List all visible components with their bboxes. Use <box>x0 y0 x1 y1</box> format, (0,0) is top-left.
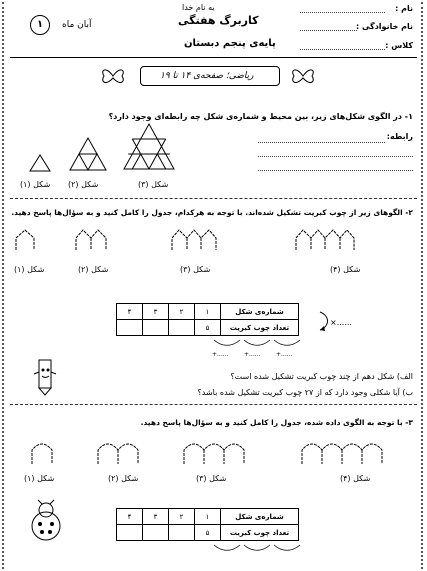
q1-relation-label: رابطه: <box>386 132 413 141</box>
q1-triangle-shape-3 <box>124 124 174 170</box>
q2-table-num-2: ۲ <box>169 304 195 320</box>
q2-shape-label-3: شکل (۳) <box>180 265 211 274</box>
q2-shape-label-4: شکل (۴) <box>330 265 361 274</box>
q2-table-value-2[interactable] <box>169 320 195 336</box>
q2-curved-arrow-icon <box>318 310 332 332</box>
q3-match-arch-3 <box>182 440 246 464</box>
q2-match-house-3 <box>172 230 216 250</box>
q1-divider <box>10 198 417 199</box>
family-field[interactable] <box>300 30 357 31</box>
name-label: نام : <box>395 4 413 13</box>
q3-shape-label-1: شکل (۱) <box>24 474 55 483</box>
q3-text: ۳- با توجه به الگوی داده شده، جدول را کامل کنید و به سؤال‌ها پاسخ دهید. <box>140 418 413 427</box>
family-label: نام خانوادگی : <box>355 22 413 31</box>
class-label: کلاس : <box>385 41 413 50</box>
class-field[interactable] <box>300 49 385 50</box>
q3-match-arch-1 <box>30 440 54 464</box>
q2-part-b: ب) آیا شکلی وجود دارد که از ۲۷ چوب کبریت تشکیل شده باشد؟ <box>197 388 413 397</box>
q3-table-row2-label: تعداد چوب کبریت <box>221 525 299 541</box>
q2-multiplier: ×...... <box>330 318 352 327</box>
q3-step-arrows-icon <box>212 543 302 553</box>
q1-triangle-shape-2 <box>70 138 106 172</box>
q3-table-num-4: ۴ <box>117 509 143 525</box>
q3-table-value-2[interactable] <box>169 525 195 541</box>
q2-table-num-4: ۴ <box>117 304 143 320</box>
q1-shape-label-1: شکل (۱) <box>20 180 51 189</box>
q2-plus-mark-3: +...... <box>276 351 293 358</box>
q3-shape-label-2: شکل (۲) <box>108 474 139 483</box>
header-divider <box>10 57 417 58</box>
q2-plus-mark-1: +...... <box>212 351 229 358</box>
q2-text: ۲- الگوهای زیر از چوب کبریت تشکیل شده‌اند. با توجه به هرکدام، جدول را کامل کنید و به سؤال‌ها پاسخ دهید. <box>11 208 413 217</box>
q1-answer-line-2[interactable] <box>258 156 413 157</box>
q2-step-arrows-icon <box>212 338 302 348</box>
month-label: آبان ماه <box>62 20 92 30</box>
ladybug-character-icon <box>26 500 66 544</box>
q2-shape-label-2: شکل (۲) <box>78 265 109 274</box>
q3-table-value-1: ۵ <box>195 525 221 541</box>
q1-triangle-shape-1 <box>30 155 50 171</box>
pencil-character-icon <box>32 358 58 396</box>
q2-divider <box>10 404 417 405</box>
left-dotted-border <box>2 2 8 569</box>
q2-match-house-1 <box>16 230 34 250</box>
q3-shape-label-3: شکل (۳) <box>196 474 227 483</box>
q3-table-value-4[interactable] <box>117 525 143 541</box>
q1-shape-label-2: شکل (۲) <box>68 180 99 189</box>
worksheet-title: کاربرگ هفتگی <box>178 14 259 27</box>
q1-answer-line-3[interactable] <box>258 170 413 171</box>
q1-answer-line-1[interactable] <box>258 142 385 143</box>
q2-plus-mark-2: +...... <box>244 351 261 358</box>
q2-table-row2-label: تعداد چوب کبریت <box>221 320 299 336</box>
q2-match-house-2 <box>76 230 106 250</box>
grade-subtitle: پایه‌ی پنجم دبستان <box>184 38 276 49</box>
basmala: به نام خدا <box>182 3 215 12</box>
butterfly-left-icon <box>100 66 126 86</box>
q3-table-num-3: ۳ <box>143 509 169 525</box>
topic-banner-text: ریاضی؛ صفحه‌ی ۱۴ تا ۱۹ <box>160 71 254 81</box>
name-field[interactable] <box>300 12 385 13</box>
q2-shape-label-1: شکل (۱) <box>14 265 45 274</box>
q2-table-num-3: ۳ <box>143 304 169 320</box>
q3-table-value-3[interactable] <box>143 525 169 541</box>
q2-table <box>116 303 299 336</box>
q2-table-num-1: ۱ <box>195 304 221 320</box>
right-dotted-border <box>421 2 427 569</box>
q3-table-row1-label: شماره‌ی شکل <box>221 509 299 525</box>
q2-part-a: الف) شکل دهم از چند چوب کبریت تشکیل شده است؟ <box>230 372 413 381</box>
q3-table-num-1: ۱ <box>195 509 221 525</box>
q2-table-value-1: ۵ <box>195 320 221 336</box>
q2-table-value-3[interactable] <box>143 320 169 336</box>
q2-match-house-4 <box>296 230 354 250</box>
butterfly-right-icon <box>290 66 316 86</box>
q2-table-value-4[interactable] <box>117 320 143 336</box>
q3-match-arch-4 <box>300 440 384 464</box>
q2-table-row1-label: شماره‌ی شکل <box>221 304 299 320</box>
q1-text: ۱- در الگوی شکل‌های زیر، بین محیط و شماره‌ی شکل چه رابطه‌ای وجود دارد؟ <box>108 112 413 121</box>
q3-match-arch-2 <box>96 440 140 464</box>
q3-table-num-2: ۲ <box>169 509 195 525</box>
sheet-number-badge: ۱ <box>30 15 50 35</box>
q3-shape-label-4: شکل (۴) <box>340 474 371 483</box>
q3-table <box>116 508 299 541</box>
q1-shape-label-3: شکل (۳) <box>138 180 169 189</box>
